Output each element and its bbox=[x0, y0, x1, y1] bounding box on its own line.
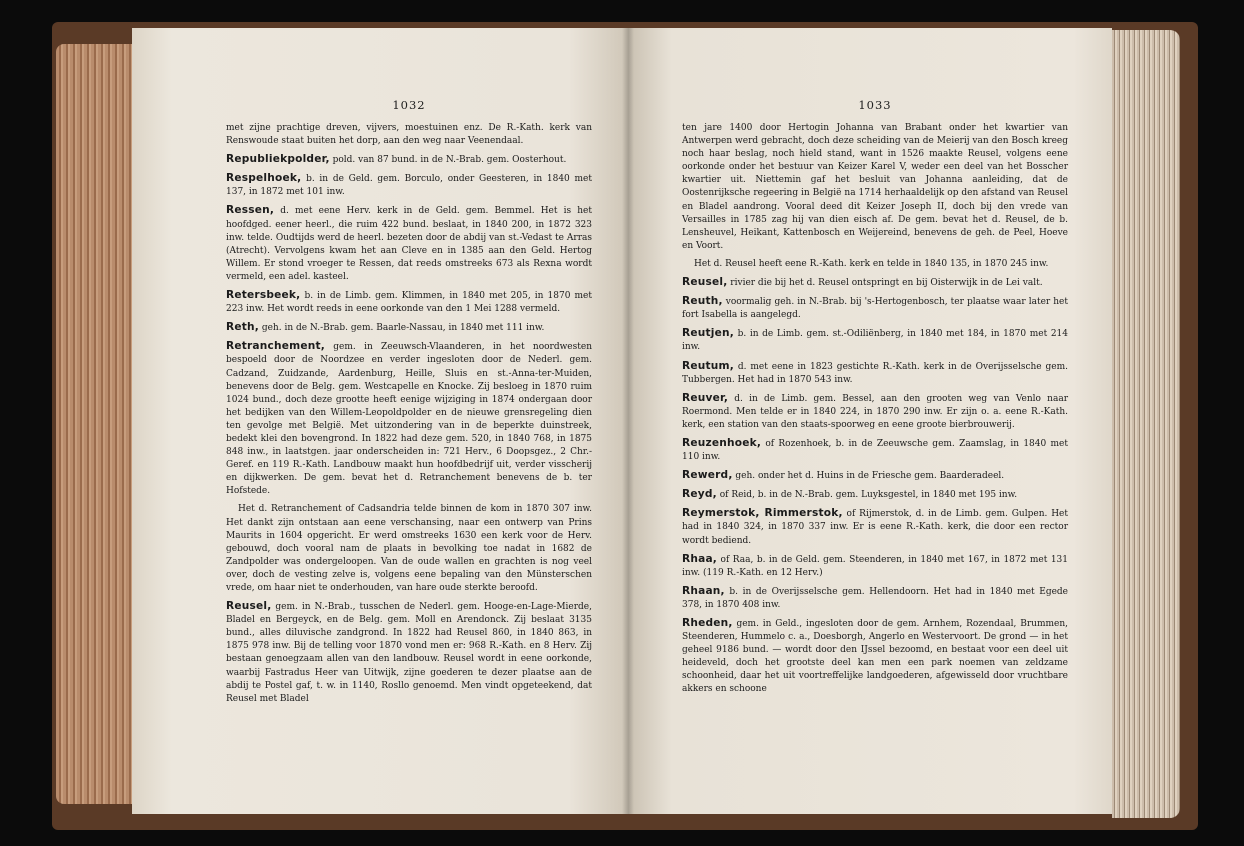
entry-headword: Reusel, bbox=[682, 276, 728, 289]
entry-headword: Rheden, bbox=[682, 617, 733, 629]
dictionary-entry bbox=[226, 289, 592, 316]
entry-headword: Retersbeek, bbox=[226, 289, 301, 302]
entry-headword: Rhaa, bbox=[682, 552, 718, 565]
entry-headword: Reutjen, bbox=[682, 327, 734, 340]
entry-headword: Rhaan, bbox=[682, 584, 725, 597]
page-number: 1033 bbox=[858, 98, 892, 112]
dictionary-entry bbox=[226, 321, 592, 335]
entry-text: of Rozenhoek, b. in de Zeeuwsche gem. Zaamslag, in 1840 met 110 inw. bbox=[682, 438, 1068, 463]
dictionary-entry bbox=[682, 507, 1068, 547]
entry-text: b. in de Limb. gem. st.-Odiliënberg, in 1840 met 184, in 1870 met 214 inw. bbox=[682, 329, 1068, 353]
entry-text: of Reid, b. in de N.-Brab. gem. Luyksgestel, in 1840 met 195 inw. bbox=[716, 490, 1018, 501]
dictionary-entry bbox=[682, 276, 1068, 290]
entry-headword: Reuth, bbox=[682, 295, 723, 308]
dictionary-entry bbox=[682, 488, 1068, 502]
entry-text: b. in de Overijsselsche gem. Hellendoorn. Het had in 1840 met Egede 378, in 1870 408 inw. bbox=[682, 586, 1068, 610]
entry-headword: Reuzenhoek, bbox=[682, 436, 762, 449]
dictionary-entry bbox=[226, 172, 592, 199]
dictionary-entry bbox=[226, 204, 592, 284]
entry-headword: Respelhoek, bbox=[226, 172, 302, 185]
entry-headword: Retranchement, bbox=[226, 340, 325, 353]
entry-text: geh. in de N.-Brab. gem. Baarle-Nassau, in 1840 met 111 inw. bbox=[258, 323, 545, 334]
dictionary-entry bbox=[682, 585, 1068, 612]
dictionary-entry bbox=[682, 392, 1068, 432]
entry-paragraph bbox=[682, 258, 1068, 271]
entry-headword: Ressen, bbox=[226, 204, 275, 217]
entry-text: d. in de Limb. gem. Bessel, aan den grooten weg van Venlo naar Roermond. Men telde er in 1840 224, in 1870 290 inw. Er zijn o. a. eene R.-Kath. kerk, een station van den staats-spoorweg en eene groote bierbrouwerij. bbox=[682, 393, 1068, 430]
dictionary-entry bbox=[226, 153, 592, 167]
entry-text: of Rijmerstok, d. in de Limb. gem. Gulpen. Het had in 1840 324, in 1870 337 inw. Er is eene R.-Kath. kerk, die door een rector wordt bediend. bbox=[682, 509, 1068, 546]
entry-paragraph bbox=[682, 122, 1068, 253]
entry-paragraph bbox=[226, 122, 592, 148]
entry-headword: Reusel, bbox=[226, 600, 272, 613]
dictionary-entry bbox=[682, 327, 1068, 354]
entry-headword: Reth, bbox=[226, 321, 259, 334]
entry-text: pold. van 87 bund. in de N.-Brab. gem. Oosterhout. bbox=[329, 155, 567, 166]
entry-text: b. in de Limb. gem. Klimmen, in 1840 met 205, in 1870 met 223 inw. Het wordt reeds in eene oorkonde van den 1 Mei 1288 vermeld. bbox=[226, 291, 592, 315]
dictionary-entry bbox=[682, 617, 1068, 697]
book-gutter bbox=[622, 28, 634, 814]
entry-text: d. met eene Herv. kerk in de Geld. gem. Bemmel. Het is het hoofdged. eener heerl., die ruim 422 bund. beslaat, in 1840 200, in 1872 323 inw. telde. Oudtijds werd de heerl. bezeten door de abdij van st.-Vedast te Arras (Atrecht). Vervolgens kwam het aan Cleve en in 1385 aan den Geld. Hertog Willem. Er stond vroeger te Ressen, dat reeds omstreeks 673 als Rexna wordt vermeld, een adel. kasteel. bbox=[226, 206, 592, 282]
right-page-edges bbox=[1112, 30, 1180, 818]
dictionary-entry bbox=[682, 360, 1068, 387]
entry-headword: Reutum, bbox=[682, 359, 734, 372]
page-number: 1032 bbox=[392, 98, 426, 112]
dictionary-entry bbox=[226, 340, 592, 498]
left-page-edges bbox=[56, 44, 134, 804]
entry-headword: Republiekpolder, bbox=[226, 153, 330, 166]
entry-headword: Reymerstok, Rimmerstok, bbox=[682, 507, 843, 520]
dictionary-entry bbox=[682, 295, 1068, 322]
entry-text: ten jare 1400 door Hertogin Johanna van Brabant onder het kwartier van Antwerpen werd gebracht, doch deze scheiding van de Meierij van den Bosch kreeg noch haar beslag, noch hield stand, want in 1526 maakte Reusel, volgens eene oorkonde onder het bestuur van Keizer Karel V, weder een deel van het Bosscher kwartier uit. Niettemin gaf het besluit van Johanna aanleiding, dat de Oostenrijksche regeering in België na 1714 herhaaldelijk op den afstand van Reusel en Bladel aandrong. Vooral deed dit Keizer Joseph II, doch bij den vrede van Versailles in 1785 zag hij van dien eisch af. De gem. bevat het d. Reusel, de b. Lensheuvel, Heikant, Kattenbosch en Weijereind, benevens de geh. de Peel, Hoeve en Voort. bbox=[682, 123, 1068, 251]
entry-headword: Reuver, bbox=[682, 391, 729, 404]
entry-text: rivier die bij het d. Reusel ontspringt en bij Oisterwijk in de Lei valt. bbox=[727, 278, 1043, 289]
entry-text: of Raa, b. in de Geld. gem. Steenderen, in 1840 met 167, in 1872 met 131 inw. (119 R.-Kath. en 12 Herv.) bbox=[682, 554, 1068, 578]
entry-text: Het d. Reusel heeft eene R.-Kath. kerk en telde in 1840 135, in 1870 245 inw. bbox=[694, 258, 1049, 269]
dictionary-entry bbox=[226, 600, 592, 706]
entry-text: d. met eene in 1823 gestichte R.-Kath. kerk in de Overijsselsche gem. Tubbergen. Het had in 1870 543 inw. bbox=[682, 361, 1068, 385]
entry-text: gem. in Zeeuwsch-Vlaanderen, in het noordwesten bespoeld door de Noordzee en verder ingesloten door de Nederl. gem. Cadzand, Zuidzande, Aardenburg, Heille, Sluis en st.-Anna-ter-Muiden, benevens door de Belg. gem. Westcapelle en Knocke. Zij besloeg in 1870 ruim 1024 bund., doch deze grootte heeft eenige wijziging in 1874 ondergaan door het bedijken van den Willem-Leopoldpolder en de nieuwe grensregeling dien ten gevolge met België. Met uitzondering van in de beperkte duinstreek, bedekt klei den bovengrond. In 1822 had deze gem. 520, in 1840 768, in 1875 848 inw., in laatstgen. jaar onderscheiden in: 721 Herv., 6 Doopsgez., 2 Chr.-Geref. en 119 R.-Kath. Landbouw maakt hun hoofdbedrijf uit, verder visscherij en dijkwerken. De gem. bevat het d. Retranchement benevens de b. ter Hofstede. bbox=[226, 342, 592, 497]
entry-text: b. in de Geld. gem. Borculo, onder Geesteren, in 1840 met 137, in 1872 met 101 inw. bbox=[226, 174, 592, 198]
left-page bbox=[132, 28, 628, 814]
entry-text: geh. onder het d. Huins in de Friesche gem. Baarderadeel. bbox=[732, 471, 1005, 482]
entry-text: met zijne prachtige dreven, vijvers, moestuinen enz. De R.-Kath. kerk van Renswoude staat buiten het dorp, aan den weg naar Veenendaal. bbox=[226, 123, 592, 147]
entry-text: gem. in Geld., ingesloten door de gem. Arnhem, Rozendaal, Brummen, Steenderen, Hummelo c. a., Doesborgh, Angerlo en Westervoort. De grond — in het geheel 9186 bund. — wordt door den IJssel bezoomd, en bestaat voor een deel uit heideveld, doch het grootste deel kan men een park noemen van zeldzame schoonheid, daar het uit voortreffelijke landgoederen, afgewisseld door vruchtbare akkers en schoone bbox=[682, 619, 1068, 695]
entry-text: Het d. Retranchement of Cadsandria telde binnen de kom in 1870 307 inw. Het dankt zijn ontstaan aan eene verschansing, naar een ontwerp van Prins Maurits in 1604 opgericht. Er werd omstreeks 1630 een kerk voor de Herv. gebouwd, doch vooral nam de plaats in bevolking toe nadat in 1682 de Zandpolder was ondergeloopen. Van de oude wallen en grachten is nog veel over, doch de vesting zelve is, volgens eene bepaling van den Münsterschen vrede, om haar niet te onderhouden, van hare oude sterkte beroofd. bbox=[226, 504, 592, 593]
entry-headword: Reyd, bbox=[682, 488, 717, 501]
right-page bbox=[628, 28, 1112, 814]
dictionary-entry bbox=[682, 437, 1068, 464]
entry-headword: Rewerd, bbox=[682, 469, 733, 482]
entry-text: voormalig geh. in N.-Brab. bij 's-Hertogenbosch, ter plaatse waar later het fort Isabella is aangelegd. bbox=[682, 297, 1068, 321]
dictionary-entry bbox=[682, 469, 1068, 483]
right-page-body bbox=[682, 122, 1068, 697]
entry-paragraph bbox=[226, 503, 592, 595]
entry-text: gem. in N.-Brab., tusschen de Nederl. gem. Hooge-en-Lage-Mierde, Bladel en Bergeyck, en de Belg. gem. Moll en Arendonck. Zij beslaat 3135 bund., alles diluvische zandgrond. In 1822 had Reusel 860, in 1840 863, in 1875 978 inw. Bij de telling voor 1870 vond men er: 968 R.-Kath. en 8 Herv. Zij bestaan genoegzaam allen van den landbouw. Reusel wordt in eene oorkonde, waarbij Fastradus Heer van Uitwijk, zijne goederen te dezer plaatse aan de abdij te Postel gaf, t. w. in 1140, Rosllo genoemd. Men vindt opgeteekend, dat Reusel met Bladel bbox=[226, 602, 592, 704]
dictionary-entry bbox=[682, 553, 1068, 580]
left-page-body bbox=[226, 122, 592, 706]
